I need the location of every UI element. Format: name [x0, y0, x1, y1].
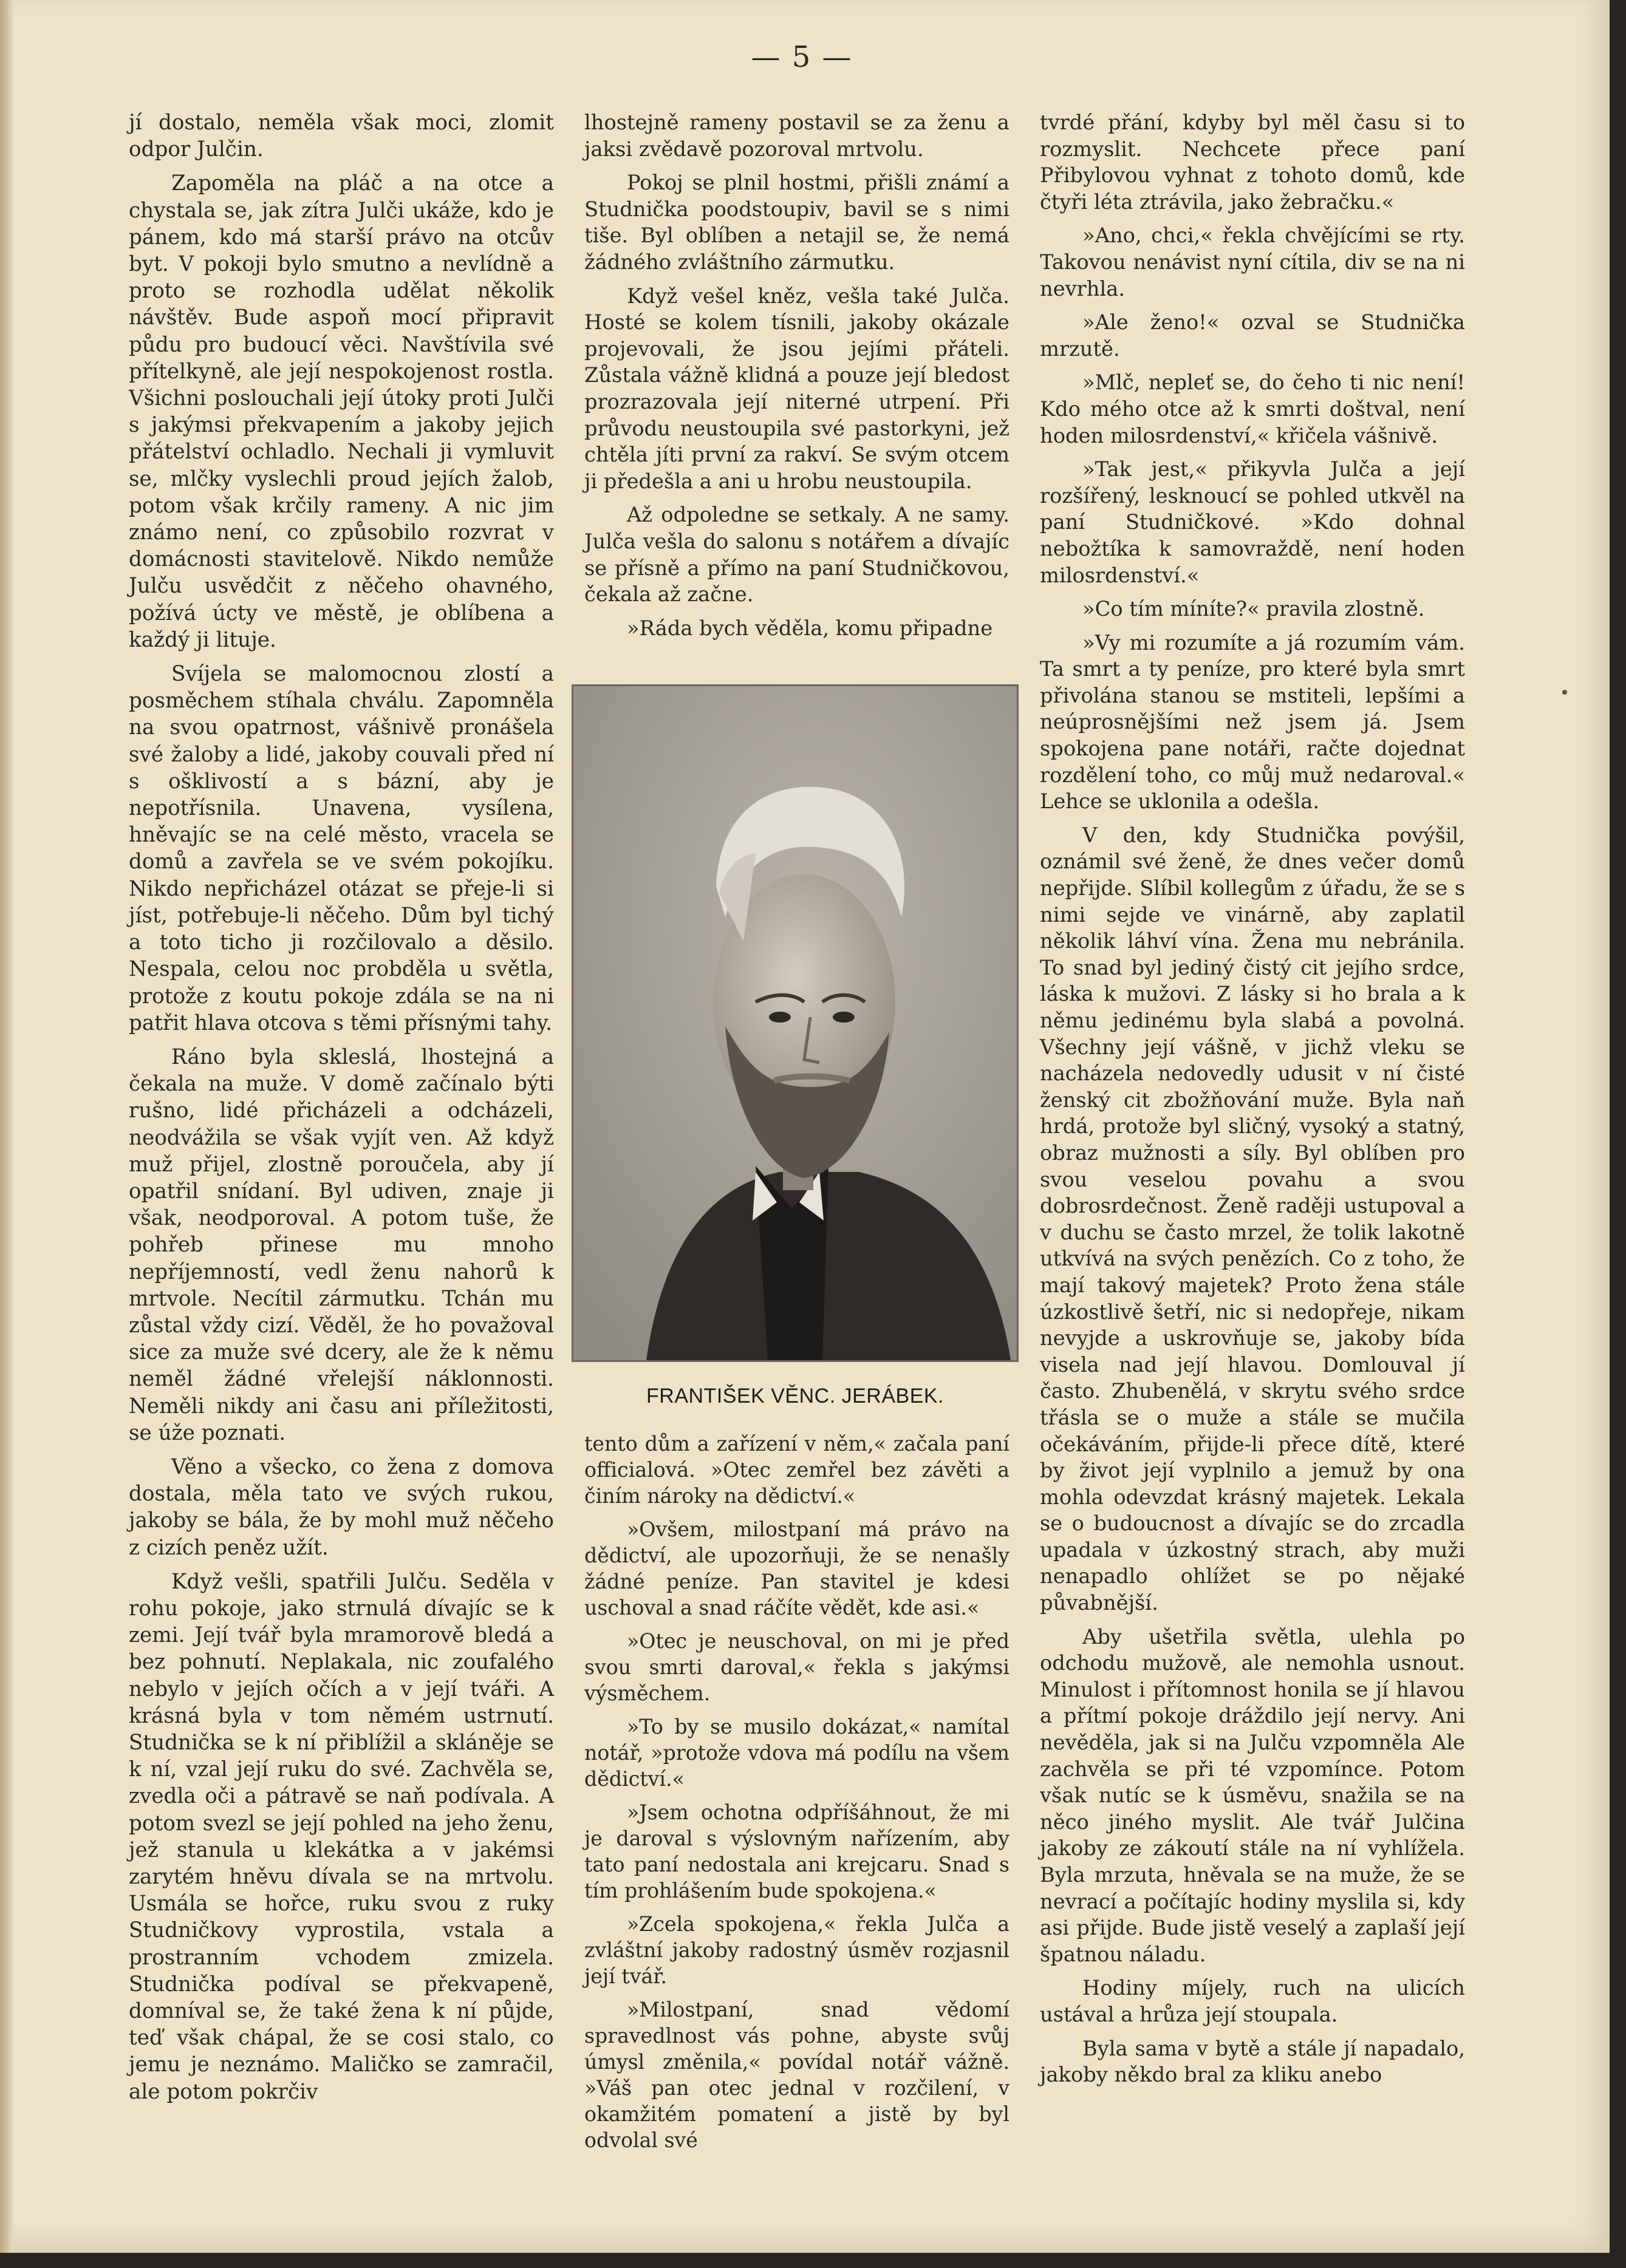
paragraph: »Ale ženo!« ozval se Studnička mrzutě. [1040, 310, 1465, 361]
paragraph: Ráno byla skleslá, lhostejná a čekala na muže. V domě začínalo býti rušno, lidé přicházeli a odcházeli, neodvážila se však vyjít ven. Až když muž přijel, zlostně poroučela, aby jí opatřil snídaní. Byl udiven, znaje ji však, neodporoval. A potom tuše, že pohřeb přinese mu mnoho nepříjemností, vedl ženu nahorů k mrtvole. Necítil zármutku. Tchán mu zůstal vždy cizí. Věděl, že ho považoval sice za muže své dcery, ale že k němu neměl žádné vřelejší náklonnosti. Neměli nikdy ani času ani příležitosti, se úže poznati. [129, 1044, 554, 1445]
paragraph: »Co tím míníte?« pravila zlostně. [1082, 597, 1425, 621]
portrait-photo-icon [573, 686, 1017, 1360]
paragraph: Když vešel kněz, vešla také Julča. Hosté se kolem tísnili, jakoby okázale projevovali, že jsou jejími přáteli. Zůstala vážně klidná a pouze její bledost prozrazovala její niterné utrpení. Při průvodu neustoupila své pastorkyni, jež chtěla jíti první za rakví. Se svým otcem ji předešla a ani u hrobu neustoupila. [584, 284, 1009, 493]
paragraph: »Vy mi rozumíte a já rozumím vám. Ta smrt a ty peníze, pro které byla smrt přivolána stanou se mstiteli, lepšími a neúprosnějšími než jsem já. Jsem spokojena pane notáři, račte dojednat rozdělení toho, co můj muž nedaroval.« Lehce se uklonila a odešla. [1040, 630, 1465, 814]
paragraph: Když vešli, spatřili Julču. Seděla v rohu pokoje, jako strnulá dívajíc se k zemi. Její tvář byla mramorově bledá a bez pohnutí. Neplakala, nic zoufalého nebylo v jejích očích a v její tváři. A krásná byla v tom němém ustrnutí. Studnička se k ní přiblížil a skláněje se k ní, vzal její ruku do své. Zachvěla se, zvedla oči a pátravě se naň podívala. A potom svezl se její pohled na jeho ženu, jež stanula u klekátka a v jakémsi zarytém hněvu dívala se na mrtvolu. Usmála se hořce, ruku svou z ruky Studničkovy vyprostila, vstala a prostranním vchodem zmizela. Studnička podíval se překvapeně, domníval se, že také žena k ní půjde, teď však chápal, že se cosi stalo, co jemu je neznámo. Maličko se zamračil, ale potom pokrčiv [129, 1569, 554, 2104]
paragraph: Aby ušetřila světla, ulehla po odchodu mužově, ale nemohla usnout. Minulost i přítomnost honila se jí hlavou a přítmí pokoje dráždilo její nervy. Ani nevěděla, jak si na Julču vzpomněla Ale zachvěla se při té vzpomínce. Potom však nutíc se k úsměvu, snažila se na něco jiného myslit. Ale tvář Julčina jakoby ze zákoutí stále na ní vyhlížela. Byla mrzuta, hněvala se na muže, že se nevrací a počítajíc hodiny myslila si, kdy asi přijde. Bude jistě veselý a zaplaší její špatnou náladu. [1040, 1624, 1465, 1966]
page-number: — 5 — [751, 40, 853, 74]
paragraph: »Milostpaní, snad vědomí spravedlnost vás pohne, abyste svůj úmysl změnila,« povídal notář vážně. »Váš pan otec jednal v rozčilení, v okamžitém pomatení a jistě by byl odvolal své [584, 1998, 1009, 2152]
text-column-3 [1040, 109, 1465, 2096]
paragraph: »Ano, chci,« řekla chvějícími se rty. Takovou nenávist nyní cítila, div se na ni nevrhla. [1040, 223, 1465, 301]
paragraph: Věno a všecko, co žena z domova dostala, měla tato ve svých rukou, jakoby se bála, že by mohl muž něčeho z cizích peněz užít. [129, 1454, 554, 1560]
paragraph: V den, kdy Studnička povýšil, oznámil své ženě, že dnes večer domů nepřijde. Slíbil kollegům z úřadu, že se s nimi sejde ve vinárně, aby zaplatil několik láhví vína. Žena mu nebránila. To snad byl jediný čistý cit jejího srdce, láska k mužovi. Z lásky si ho brala a k němu jedinému byla slabá a povolná. Všechny její vášně, v jichž vleku se nacházela nedovedly udusit v ní čisté ženský cit zbožňování muže. Byla naň hrdá, protože byl sličný, vysoký a statný, obraz mužnosti a síly. Byl oblíben pro svou veselou povahu a svou dobrosrdečnost. Ženě raději ustupoval a v duchu se často mrzel, že tolik lakotně utkvívá na svých penězích. Co z toho, že mají takový majetek? Proto žena stále úzkostlivě šetří, nic si nedopřeje, nikam nevyjde a uskrovňuje se, jakoby bída visela nad její hlavou. Domlouval jí často. Zhubenělá, v skrytu svého srdce třásla se o muže a stále se mučila očekáváním, přijde-li přece dítě, které by život její vyplnilo a jemuž by ona mohla odevzdat krásný majetek. Lekala se o budoucnost a dívajíc se do zrcadla upadala v úzkostný strach, aby muži nenapadlo ohlížet se po nějaké půvabnější. [1040, 823, 1465, 1615]
paragraph: jí dostalo, neměla však moci, zlomit odpor Julčin. [129, 111, 554, 162]
portrait-photo [573, 686, 1017, 1360]
paragraph: »Zcela spokojena,« řekla Julča a zvláštní jakoby radostný úsměv rozjasnil její tvář. [584, 1912, 1009, 1988]
text-column-2-top [584, 109, 1009, 649]
paragraph: »Tak jest,« přikyvla Julča a její rozšířený, lesknoucí se pohled utkvěl na paní Studničkové. »Kdo dohnal nebožtíka k samovraždě, není hoden milosrdenství.« [1040, 457, 1465, 587]
paragraph: »Ovšem, milostpaní má právo na dědictví, ale upozorňuji, že se nenašly žádné peníze. Pan stavitel je kdesi uschoval a snad ráčíte vědět, kde asi.« [584, 1517, 1009, 1619]
paragraph: »Mlč, nepleť se, do čeho ti nic není! Kdo mého otce až k smrti doštval, není hoden milosrdenství,« křičela vášnivě. [1040, 370, 1465, 448]
paragraph: Pokoj se plnil hostmi, přišli známí a Studnička poodstoupiv, bavil se s nimi tiše. Byl oblíben a netajil se, že nemá žádného zvláštního zármutku. [584, 171, 1009, 274]
paragraph: »Jsem ochotna odpříšáhnout, že mi je daroval s výslovným nařízením, aby tato paní nedostala ani krejcaru. Snad s tím prohlášením bude spokojena.« [584, 1800, 1009, 1902]
paragraph: Až odpoledne se setkaly. A ne samy. Julča vešla do salonu s notářem a dívajíc se přísně a přímo na paní Studničkovou, čekala až začne. [584, 503, 1009, 607]
paragraph: lhostejně rameny postavil se za ženu a jaksi zvědavě pozoroval mrtvolu. [584, 111, 1009, 161]
paragraph: »Otec je neuschoval, on mi je před svou smrti daroval,« řekla s jakýmsi výsměchem. [584, 1629, 1009, 1705]
paper-speck [1562, 690, 1567, 695]
paragraph: Byla sama v bytě a stále jí napadalo, jakoby někdo bral za kliku anebo [1040, 2036, 1465, 2087]
paragraph: Svíjela se malomocnou zlostí a posměchem stíhala chválu. Zapomněla na svou opatrnost, vášnivě pronášela své žaloby a lidé, jakoby couvali před ní s ošklivostí a s bázní, aby je nepotřísnila. Unavena, vysílena, hněvajíc se na celé město, vracela se domů a zavřela se ve svém pokojíku. Nikdo nepřicházel otázat se přeje-li si jíst, potřebuje-li něčeho. Dům byl tichý a toto ticho ji rozčilovalo a děsilo. Nespala, celou noc probděla u světla, protože z koutu pokoje zdála se na ni patřit hlava otcova s těmi přísnými tahy. [129, 662, 554, 1035]
paragraph: Zapoměla na pláč a na otce a chystala se, jak zítra Julči ukáže, kdo je pánem, kdo má starší právo na otcův byt. V pokoji bylo smutno a nevlídně a proto se rozhodla udělat několik návštěv. Bude aspoň mocí připravit půdu pro budoucí věci. Navštívila své přítelkyně, ale její nespokojenost rostla. Všichni poslouchali její útoky proti Julči s jakýmsi překvapením a jakoby jejich přátelství ochladlo. Nechali ji vymluvit se, mlčky vyslechli proud jejích žalob, potom však krčily rameny. A nic jim známo není, co způsobilo rozvrat v domácnosti stavitelově. Nikdo nemůže Julču usvědčit z něčeho ohavného, požívá úcty ve městě, je oblíbena a každý ji lituje. [129, 171, 554, 652]
paragraph: »To by se musilo dokázat,« namítal notář, »protože vdova má podílu na všem dědictví.« [584, 1715, 1009, 1791]
text-column-2-bottom [584, 1431, 1009, 2161]
paragraph: tento dům a zařízení v něm,« začala paní officialová. »Otec zemřel bez závěti a činím nároky na dědictví.« [584, 1432, 1009, 1508]
paragraph: Hodiny míjely, ruch na ulicích ustával a hrůza její stoupala. [1040, 1976, 1465, 2026]
paragraph: tvrdé přání, kdyby byl měl času si to rozmyslit. Nechcete přece paní Přibylovou vyhnat z tohoto domů, kde čtyři léta ztrávila, jako žebračku.« [1040, 111, 1465, 214]
paragraph: »Ráda bych věděla, komu připadne [627, 616, 993, 640]
binding-gutter [0, 0, 13, 2253]
text-column-1 [129, 109, 554, 2113]
portrait-caption: FRANTIŠEK VĚNC. JERÁBEK. [646, 1384, 944, 1408]
